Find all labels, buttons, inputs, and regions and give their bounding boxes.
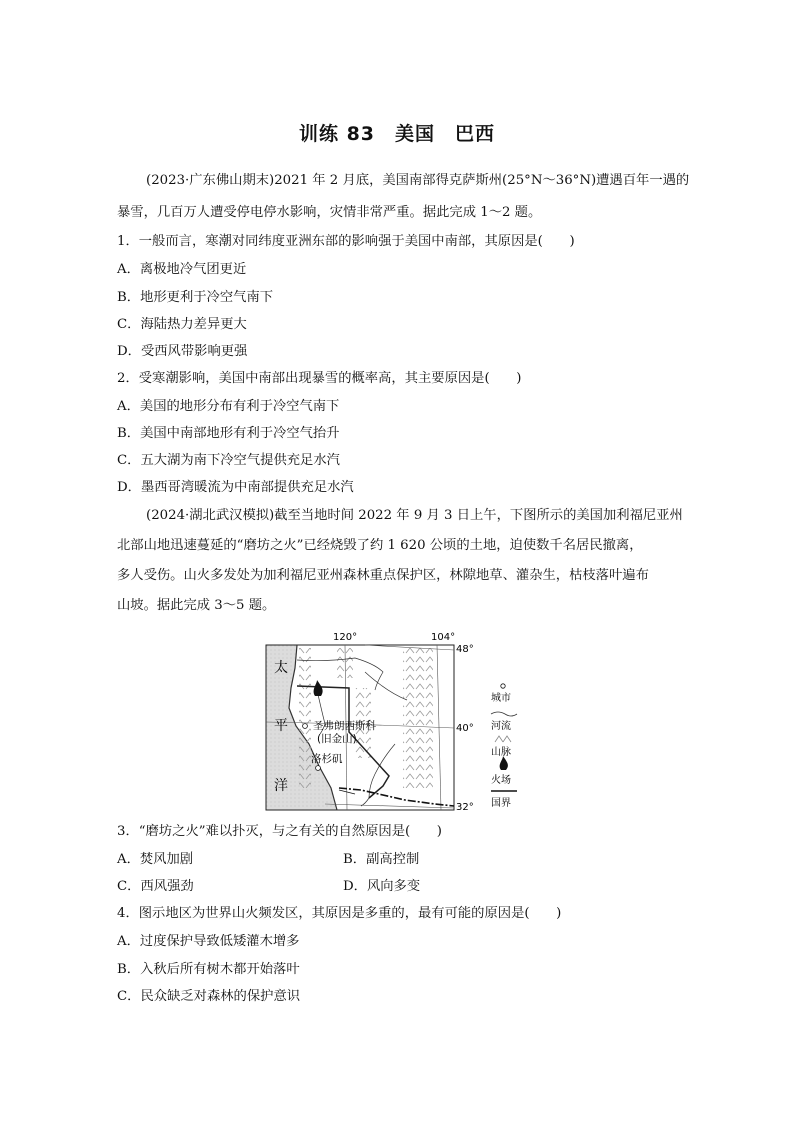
city-label-sf-1: 圣弗朗西斯科 bbox=[313, 720, 376, 732]
q1-option-a: A．离极地冷气团更近 bbox=[117, 262, 247, 277]
q3-option-b: B．副高控制 bbox=[343, 852, 420, 867]
parallel-32 bbox=[325, 804, 454, 808]
q1-option-b: B．地形更利于冷空气南下 bbox=[117, 290, 274, 305]
page-title: 训练 83 美国 巴西 bbox=[298, 123, 496, 145]
legend-border: 国界 bbox=[491, 798, 511, 809]
intro2-line3: 多人受伤。山火多发处为加利福尼亚州森林重点保护区，林隙地草、灌杂生，枯枝落叶遍布 bbox=[117, 568, 649, 583]
legend-river-icon bbox=[491, 712, 517, 716]
q3-stem: 3．“磨坊之火”难以扑灭，与之有关的自然原因是( ) bbox=[117, 824, 442, 839]
lon-label-120: 120° bbox=[333, 632, 358, 643]
legend-river: 河流 bbox=[491, 721, 511, 732]
ocean-label-3: 洋 bbox=[274, 778, 288, 794]
intro1-line2: 暴雪，几百万人遭受停电停水影响，灾情非常严重。据此完成 1～2 题。 bbox=[117, 205, 542, 220]
national-border bbox=[339, 788, 454, 806]
city-marker-la bbox=[316, 766, 321, 771]
intro1-line1: (2023·广东佛山期末)2021 年 2 月底，美国南部得克萨斯州(25°N～36°N)遭遇百年一遇的 bbox=[146, 173, 690, 188]
legend-fire: 火场 bbox=[491, 775, 511, 786]
q4-option-b: B．入秋后所有树木都开始落叶 bbox=[117, 962, 300, 977]
q3-option-c: C．西风强劲 bbox=[117, 879, 194, 894]
q2-option-d: D．墨西哥湾暖流为中南部提供充足水汽 bbox=[117, 480, 354, 495]
city-label-sf-2: (旧金山) bbox=[317, 733, 357, 745]
legend-mountain-icon bbox=[495, 736, 511, 742]
lon-label-104: 104° bbox=[431, 632, 456, 643]
q1-option-c: C．海陆热力差异更大 bbox=[117, 317, 247, 332]
q3-option-a: A．焚风加剧 bbox=[117, 852, 194, 867]
q4-option-a: A．过度保护导致低矮灌木增多 bbox=[117, 934, 300, 949]
california-fire-map bbox=[265, 628, 525, 812]
legend-city: 城市 bbox=[491, 693, 511, 704]
q2-option-c: C．五大湖为南下冷空气提供充足水汽 bbox=[117, 453, 340, 468]
rocky-mountains bbox=[403, 648, 433, 788]
river-snake bbox=[365, 672, 407, 700]
legend-city-icon bbox=[501, 684, 505, 688]
q2-option-a: A．美国的地形分布有利于冷空气南下 bbox=[117, 399, 340, 414]
intro2-line4: 山坡。据此完成 3～5 题。 bbox=[117, 598, 276, 613]
coast-range bbox=[299, 648, 311, 788]
lat-label-32: 32° bbox=[456, 802, 474, 812]
q1-stem: 1．一般而言，寒潮对同纬度亚洲东部的影响强于美国中南部，其原因是( ) bbox=[117, 234, 575, 249]
intro2-line1: (2024·湖北武汉模拟)截至当地时间 2022 年 9 月 3 日上午，下图所示的美国加利福尼亚州 bbox=[146, 508, 683, 523]
q2-option-b: B．美国中南部地形有利于冷空气抬升 bbox=[117, 426, 340, 441]
q4-option-c: C．民众缺乏对森林的保护意识 bbox=[117, 989, 301, 1004]
city-marker-sf bbox=[303, 724, 308, 729]
q2-stem: 2．受寒潮影响，美国中南部出现暴雪的概率高，其主要原因是( ) bbox=[117, 371, 522, 386]
intro2-line2: 北部山地迅速蔓延的“磨坊之火”已经烧毁了约 1 620 公顷的土地，迫使数千名居民撤离， bbox=[117, 538, 643, 553]
fire-icon bbox=[314, 680, 323, 696]
lat-label-40: 40° bbox=[456, 723, 474, 734]
city-label-la: 洛杉矶 bbox=[311, 753, 343, 765]
legend-mountain: 山脉 bbox=[491, 747, 511, 758]
ocean-label-1: 太 bbox=[274, 660, 288, 676]
lat-label-48: 48° bbox=[456, 644, 474, 655]
ocean-label-2: 平 bbox=[274, 718, 288, 734]
legend-fire-icon bbox=[500, 756, 508, 770]
q1-option-d: D．受西风带影响更强 bbox=[117, 344, 248, 359]
q3-option-d: D．风向多变 bbox=[343, 879, 421, 894]
q4-stem: 4．图示地区为世界山火频发区，其原因是多重的，最有可能的原因是( ) bbox=[117, 906, 562, 921]
